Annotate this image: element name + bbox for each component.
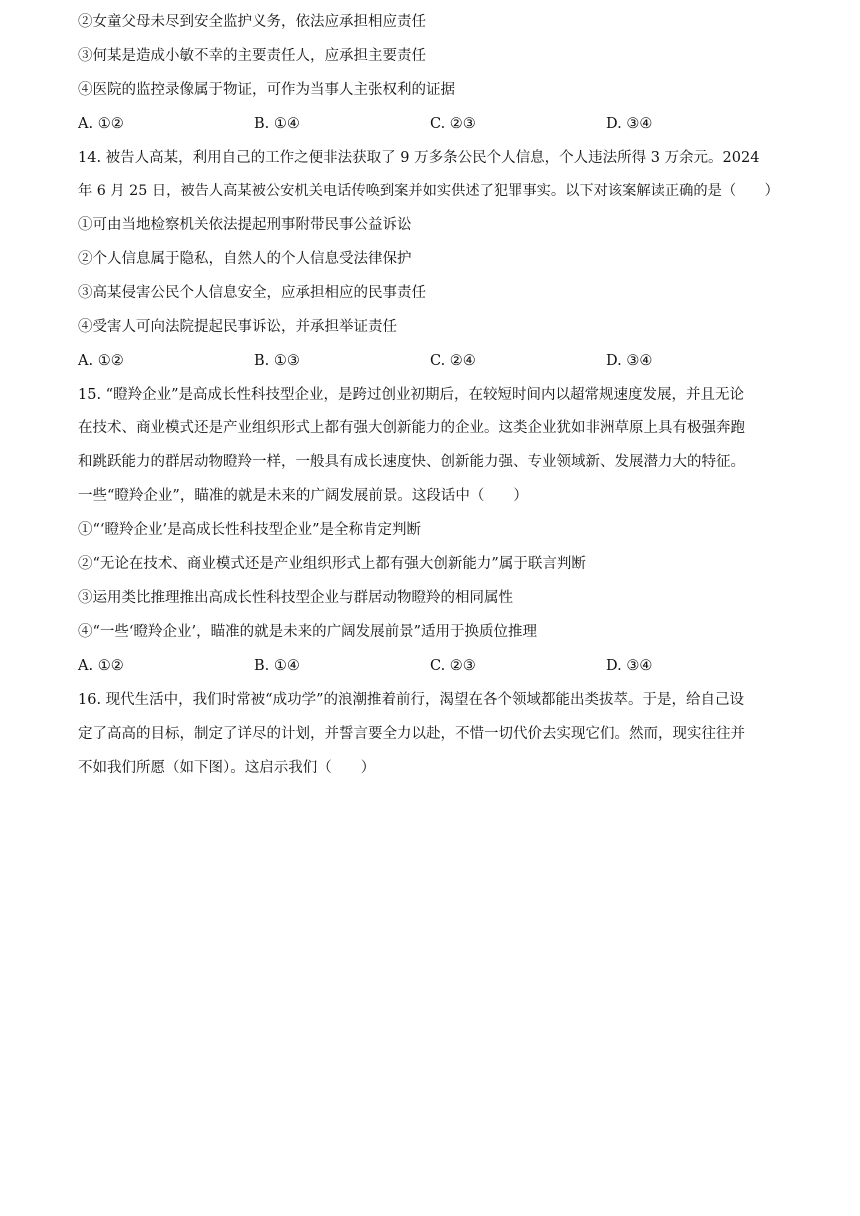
q15-option-a: A. ①② (78, 658, 124, 674)
q15-statement-4: ④“一些‘瞪羚企业’，瞄准的就是未来的广阔发展前景”适用于换质位推理 (78, 624, 538, 640)
q14-statement-4: ④受害人可向法院提起民事诉讼，并承担举证责任 (78, 319, 397, 335)
q16-stem-line-2: 定了高高的目标，制定了详尽的计划，并誓言要全力以赴，不惜一切代价去实现它们。然而，现实往往并 (78, 726, 745, 742)
q14-option-c: C. ②④ (430, 353, 476, 369)
q14-option-a: A. ①② (78, 353, 124, 369)
q13-option-b: B. ①④ (254, 116, 300, 132)
q13-option-c: C. ②③ (430, 116, 476, 132)
q16-stem-line-3: 不如我们所愿（如下图）。这启示我们（ ） (78, 760, 376, 776)
q14-statement-3: ③高某侵害公民个人信息安全，应承担相应的民事责任 (78, 285, 426, 301)
q15-stem-line-4: 一些“瞪羚企业”，瞄准的就是未来的广阔发展前景。这段话中（ ） (78, 488, 528, 504)
q15-options (78, 656, 698, 676)
q13-options (78, 114, 698, 134)
q15-option-b: B. ①④ (254, 658, 300, 674)
q16-stem-line-1: 16. 现代生活中，我们时常被“成功学”的浪潮推着前行，渴望在各个领域都能出类拔萃。于是，给自己设 (78, 692, 744, 708)
q13-option-d: D. ③④ (606, 116, 653, 132)
q13-statement-3: ③何某是造成小敏不幸的主要责任人，应承担主要责任 (78, 48, 426, 64)
q15-statement-2: ②“无论在技术、商业模式还是产业组织形式上都有强大创新能力”属于联言判断 (78, 556, 586, 572)
q15-stem-line-2: 在技术、商业模式还是产业组织形式上都有强大创新能力的企业。这类企业犹如非洲草原上具有极强奔跑 (78, 420, 745, 436)
q15-option-c: C. ②③ (430, 658, 476, 674)
q14-option-d: D. ③④ (606, 353, 653, 369)
q15-stem-line-3: 和跳跃能力的群居动物瞪羚一样，一般具有成长速度快、创新能力强、专业领域新、发展潜力大的特征。 (78, 454, 745, 470)
q13-option-a: A. ①② (78, 116, 124, 132)
q14-statement-2: ②个人信息属于隐私，自然人的个人信息受法律保护 (78, 251, 412, 267)
q15-option-d: D. ③④ (606, 658, 653, 674)
q14-stem-line-1: 14. 被告人高某，利用自己的工作之便非法获取了 9 万多条公民个人信息，个人违法所得 3 万余元。2024 (78, 150, 760, 166)
q15-stem-line-1: 15. “瞪羚企业”是高成长性科技型企业，是跨过创业初期后，在较短时间内以超常规速度发展，并且无论 (78, 387, 744, 403)
q14-stem-line-2: 年 6 月 25 日，被告人高某被公安机关电话传唤到案并如实供述了犯罪事实。以下对该案解读正确的是（ ） (78, 183, 779, 199)
q13-statement-2: ②女童父母未尽到安全监护义务，依法应承担相应责任 (78, 14, 426, 30)
q15-statement-1: ①“‘瞪羚企业’是高成长性科技型企业”是全称肯定判断 (78, 522, 422, 538)
q14-options (78, 351, 698, 371)
q15-statement-3: ③运用类比推理推出高成长性科技型企业与群居动物瞪羚的相同属性 (78, 590, 513, 606)
q14-statement-1: ①可由当地检察机关依法提起刑事附带民事公益诉讼 (78, 217, 412, 233)
q13-statement-4: ④医院的监控录像属于物证，可作为当事人主张权利的证据 (78, 82, 455, 98)
q14-option-b: B. ①③ (254, 353, 300, 369)
